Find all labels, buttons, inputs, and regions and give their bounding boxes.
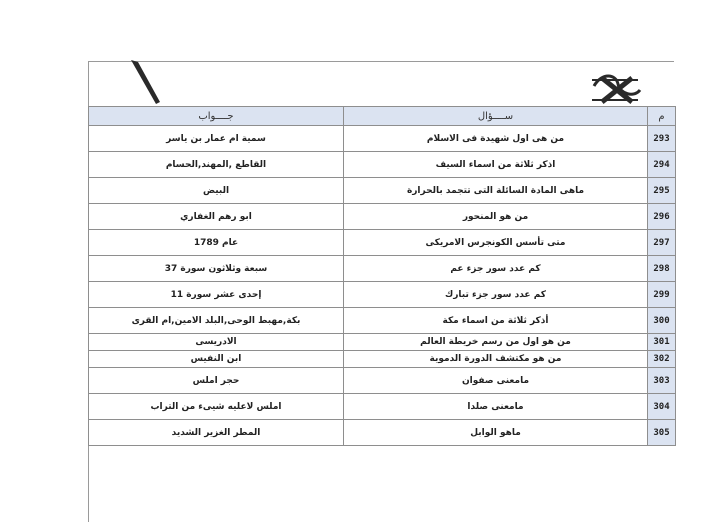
row-number: 300 — [648, 308, 676, 334]
question-cell: من هى اول شهيدة فى الاسلام — [344, 126, 648, 152]
table-header-row — [89, 107, 676, 126]
table-row — [89, 334, 676, 351]
question-cell: من هو مكتشف الدورة الدموية — [344, 351, 648, 368]
question-cell: ماهى المادة السائلة التى تتجمد بالحرارة — [344, 178, 648, 204]
row-number: 304 — [648, 394, 676, 420]
question-cell: من هو المنحور — [344, 204, 648, 230]
row-number: 294 — [648, 152, 676, 178]
answer-cell: ابو رهم الغفاري — [89, 204, 344, 230]
table-row — [89, 126, 676, 152]
question-cell: مامعنى صلدا — [344, 394, 648, 420]
table-row — [89, 178, 676, 204]
header-answer: جــــواب — [89, 107, 344, 126]
qa-table — [88, 106, 676, 446]
answer-cell: القاطع ,المهند,الحسام — [89, 152, 344, 178]
question-cell: مامعنى صفوان — [344, 368, 648, 394]
header-question: ســــؤال — [344, 107, 648, 126]
table-row — [89, 230, 676, 256]
answer-cell: حجر املس — [89, 368, 344, 394]
row-number: 293 — [648, 126, 676, 152]
answer-cell: سمية ام عمار بن ياسر — [89, 126, 344, 152]
question-cell: اذكر ثلاثة من اسماء السيف — [344, 152, 648, 178]
answer-cell: عام 1789 — [89, 230, 344, 256]
row-number: 303 — [648, 368, 676, 394]
row-number: 301 — [648, 334, 676, 351]
clip-flourish-icon — [588, 68, 644, 108]
row-number: 299 — [648, 282, 676, 308]
answer-cell: الادريسى — [89, 334, 344, 351]
question-cell: كم عدد سور جزء عم — [344, 256, 648, 282]
table-row — [89, 394, 676, 420]
answer-cell: بكة,مهبط الوحى,البلد الامين,ام القرى — [89, 308, 344, 334]
table-row — [89, 308, 676, 334]
answer-cell: سبعة وثلاثون سورة 37 — [89, 256, 344, 282]
question-cell: متى تأسس الكونجرس الامريكى — [344, 230, 648, 256]
table-row — [89, 256, 676, 282]
answer-cell: ابن النفيس — [89, 351, 344, 368]
question-cell: أذكر ثلاثة من اسماء مكة — [344, 308, 648, 334]
row-number: 298 — [648, 256, 676, 282]
answer-cell: المطر الغزير الشديد — [89, 420, 344, 446]
table-row — [89, 282, 676, 308]
table-row — [89, 204, 676, 230]
answer-cell: إحدى عشر سورة 11 — [89, 282, 344, 308]
answer-cell: املس لاعليه شيىء من التراب — [89, 394, 344, 420]
row-number: 302 — [648, 351, 676, 368]
row-number: 305 — [648, 420, 676, 446]
row-number: 297 — [648, 230, 676, 256]
header-num: م — [648, 107, 676, 126]
question-cell: كم عدد سور جزء تبارك — [344, 282, 648, 308]
question-cell: ماهو الوابل — [344, 420, 648, 446]
table-row — [89, 152, 676, 178]
pen-stroke-icon — [128, 58, 164, 106]
row-number: 296 — [648, 204, 676, 230]
answer-cell: البيض — [89, 178, 344, 204]
table-row — [89, 368, 676, 394]
table-row — [89, 420, 676, 446]
row-number: 295 — [648, 178, 676, 204]
table-row — [89, 351, 676, 368]
question-cell: من هو اول من رسم خريطة العالم — [344, 334, 648, 351]
